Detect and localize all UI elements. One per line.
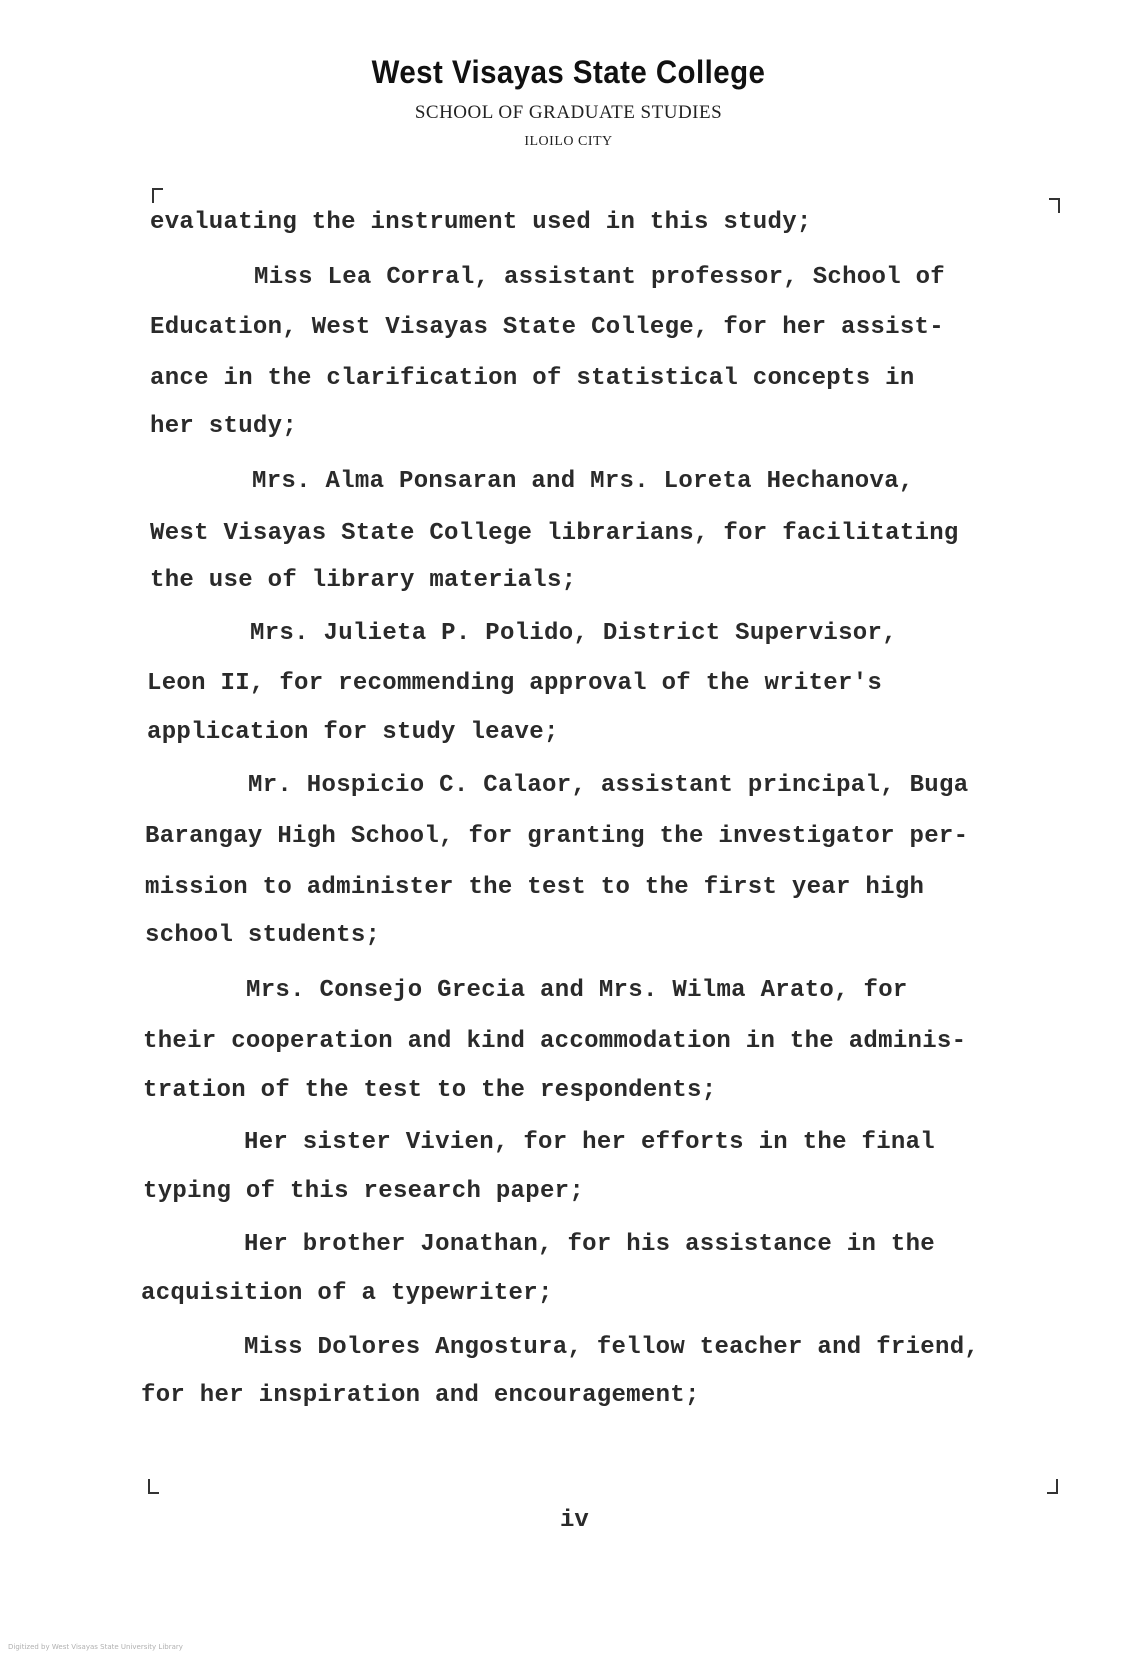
crop-mark-bottom-left	[148, 1479, 159, 1494]
text-line: Mrs. Alma Ponsaran and Mrs. Loreta Hechanova,	[252, 468, 914, 495]
text-line: Leon II, for recommending approval of the writer's	[147, 670, 883, 697]
footer-note: Digitized by West Visayas State University Library	[8, 1643, 183, 1651]
crop-mark-bottom-right	[1047, 1479, 1058, 1494]
text-line: Barangay High School, for granting the investigator per-	[145, 823, 969, 850]
text-line: Education, West Visayas State College, for her assist-	[150, 314, 944, 341]
text-line: Miss Lea Corral, assistant professor, School of	[254, 264, 946, 291]
text-line: evaluating the instrument used in this study;	[150, 209, 812, 236]
text-line: mission to administer the test to the first year high	[145, 874, 925, 901]
page-number: iv	[560, 1507, 589, 1534]
text-line: their cooperation and kind accommodation in the adminis-	[143, 1028, 967, 1055]
school-name: SCHOOL OF GRADUATE STUDIES	[414, 102, 723, 123]
crop-mark-top-left	[152, 188, 163, 203]
text-line: tration of the test to the respondents;	[143, 1077, 717, 1104]
text-line: Mrs. Consejo Grecia and Mrs. Wilma Arato, for	[246, 977, 908, 1004]
college-name: West Visayas State College	[371, 54, 766, 90]
text-line: her study;	[150, 413, 298, 440]
text-line: Her sister Vivien, for her efforts in the final	[244, 1129, 936, 1156]
text-line: West Visayas State College librarians, for facilitating	[150, 520, 959, 547]
text-line: school students;	[145, 922, 381, 949]
city-name: ILOILO CITY	[524, 134, 613, 149]
crop-mark-top-right	[1049, 198, 1060, 213]
text-line: Her brother Jonathan, for his assistance in the	[244, 1231, 936, 1258]
text-line: Mr. Hospicio C. Calaor, assistant principal, Buga	[248, 772, 969, 799]
text-line: acquisition of a typewriter;	[141, 1280, 553, 1307]
text-line: application for study leave;	[147, 719, 559, 746]
text-line: Miss Dolores Angostura, fellow teacher and friend,	[244, 1334, 980, 1361]
text-line: for her inspiration and encouragement;	[141, 1382, 700, 1409]
text-line: ance in the clarification of statistical concepts in	[150, 365, 915, 392]
text-line: the use of library materials;	[150, 567, 577, 594]
text-line: Mrs. Julieta P. Polido, District Supervisor,	[250, 620, 897, 647]
text-line: typing of this research paper;	[143, 1178, 585, 1205]
